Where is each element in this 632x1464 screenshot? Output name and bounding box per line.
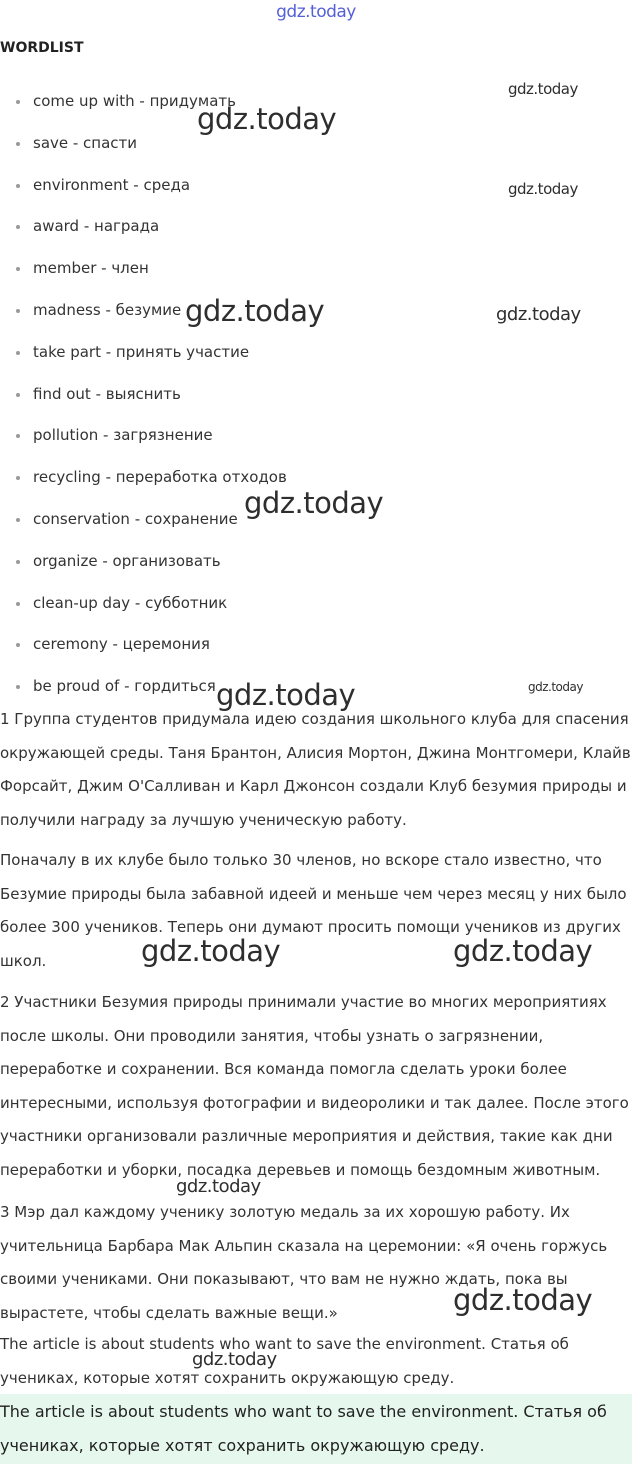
paragraph-1: 1 Группа студентов придумала идею создания школьного клуба для спасения окружающей среды. Таня Брантон, Алисия Мортон, Джина Монтгомери, Клайв Форсайт, Джим О'Салливан и Карл Джонсон создали Клуб безумия природы и получили награду за лучшую ученическую работу. [0,710,631,829]
bullet-icon [16,434,20,438]
bullet-icon [16,184,20,188]
watermark: gdz.today [197,102,337,136]
list-item: clean-up day - субботник [0,586,632,628]
bullet-icon [16,560,20,564]
watermark: gdz.today [496,304,581,325]
bullet-icon [16,142,20,146]
bullet-icon [16,100,20,104]
bullet-icon [16,602,20,606]
watermark: gdz.today [508,180,578,198]
watermark: gdz.today [453,1283,593,1317]
list-item: organize - организовать [0,544,632,586]
paragraph-2: Поначалу в их клубе было только 30 членов, но вскоре стало известно, что Безумие природы была забавной идеей и меньше чем через месяц у них было более 300 учеников. Теперь они думают просить помощи учеников из других школ. [0,851,627,970]
list-item: pollution - загрязнение [0,418,632,460]
list-item: award - награда [0,209,632,251]
watermark: gdz.today [192,1349,277,1370]
watermark: gdz.today [244,486,384,520]
watermark: gdz.today [176,1176,261,1197]
bullet-icon [16,225,20,229]
paragraph-5: The article is about students who want to save the environment. Статья об учениках, которые хотят сохранить окружающую среду. [0,1335,569,1387]
bullet-icon [16,393,20,397]
wordlist [0,84,632,711]
list-item: ceremony - церемония [0,627,632,669]
list-item: recycling - переработка отходов [0,460,632,502]
watermark: gdz.today [528,680,583,694]
list-item: member - член [0,251,632,293]
paragraph-3: 2 Участники Безумия природы принимали участие во многих мероприятиях после школы. Они проводили занятия, чтобы узнать о загрязнении, переработке и сохранении. Вся команда помогла сделать уроки более интересными, используя фотографии и видеоролики и так далее. После этого участники организовали различные мероприятия и действия, такие как дни переработки и уборки, посадка деревьев и помощь бездомным животным. [0,993,629,1179]
wordlist-heading: WORDLIST [0,40,84,56]
bullet-icon [16,267,20,271]
bullet-icon [16,309,20,313]
watermark: gdz.today [216,678,356,712]
list-item: environment - среда [0,168,632,210]
paragraph-4: 3 Мэр дал каждому ученику золотую медаль за их хорошую работу. Их учительница Барбара Мак Альпин сказала на церемонии: «Я очень горжусь своими учениками. Они показывают, что вам не нужно ждать, пока вы вырастете, чтобы сделать важные вещи.» [0,1203,608,1322]
watermark: gdz.today [453,934,593,968]
list-item: take part - принять участие [0,335,632,377]
list-item: madness - безумие [0,293,632,335]
list-item: be proud of - гордиться [0,669,632,711]
answer-box [0,1394,632,1464]
list-item: find out - выяснить [0,377,632,419]
site-brand-logo[interactable]: gdz.today [276,2,356,22]
bullet-icon [16,643,20,647]
list-item: save - спасти [0,126,632,168]
watermark: gdz.today [185,294,325,328]
watermark: gdz.today [141,934,281,968]
list-item: conservation - сохранение [0,502,632,544]
answer-text: The article is about students who want to save the environment. Статья об учениках, которые хотят сохранить окружающую среду. [0,1402,607,1455]
watermark: gdz.today [508,80,578,98]
bullet-icon [16,476,20,480]
bullet-icon [16,351,20,355]
list-item: come up with - придумать [0,84,632,126]
bullet-icon [16,685,20,689]
bullet-icon [16,518,20,522]
